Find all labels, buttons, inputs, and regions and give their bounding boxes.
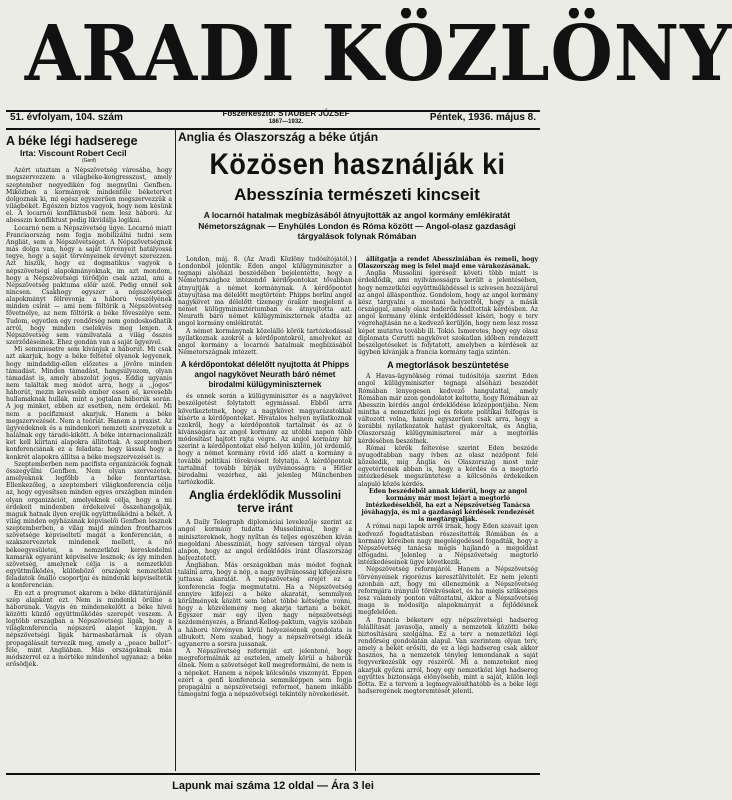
main-headline-text: Közösen használják ki bbox=[208, 148, 506, 181]
paragraph: A Népszövetség reformját ezt jelentené, hogy megreformálnák az esztelen, amely körül a háborúk élnek. Nem a szövetséget kell megreformálni, de nem is a népeket. Hanem a népek kölcsönös viszonyát. Éppen ezért a genfi konferencia semmiképpen sem fogja propagálni a népszövetségi reformot, hanem inkább támogatni fogja a népszövetségi tekintély növekedését. bbox=[178, 648, 352, 698]
main-column-left bbox=[178, 256, 352, 771]
paragraph: A német kormánynak közelálló körök tartózkodással nyilatkoznak azokról a kérdőpontokról, amelyeket az angol kormány a locarnói hatalmak megbízásából Németországnak intézett. bbox=[178, 327, 352, 357]
paragraph: Mi semmiesetre sem kívánjuk a háborút. Mi csak azt akarjuk, hogy a béke feltétel olyanok legyenek, hogy mindaddig-ellen előzetes a jövőre minden támadást. Minden támadást, hangsúlyozom, olyan támadást is, amely abszolút jogos. Eddig ugyanis nem találták meg módot arra, hogy a ,,jogos” háborút, mezin kevesebb ember essen el, kevesebb hullamaknak hullák, mint a jogtalan háborúk során. A jog minket, ebben az esetben, nem érdekel. Mi nem a pacifizmust akarjuk. Hanem a béke megszervezését. Nem a teóriát. Hanem a praxist. Az ügyvédeknek és a mindenkori nemzeti szervezetek a halálnak egy táradó-kikött. A béke internacionalizált ket kell kiirtani alapokra állítottak. A szeptemberi konferenciának ez a feladata: hogy lássuk hogy a konkrét alapokra állítsa a béke megszervezését is. bbox=[6, 346, 172, 461]
paragraph: Azért utaztam a Népszövetség városába, hogy megszervezzem a világbéke-kongresszust, amely szeptember negyedikén fog megnyílni Genfben. Miközben a kormányok mindenféle béketervet dolgoznak ki, mi egész egyszerűen megszervezzük a világbékét. Egészen biztos vagyok, hogy nem késünk el. A locarnói konfliktusból nem lesz háború. Az abesszin konfliktust pedig likvidálja logikai. bbox=[6, 167, 172, 225]
bold-block bbox=[358, 488, 538, 524]
mid-sub-heading: Anglia érdeklődik Mussolini terve iránt bbox=[188, 490, 342, 516]
masthead bbox=[6, 2, 732, 110]
main-deck: A locarnói hatalmak megbízásából átnyujtották az angol kormány emlékiratát Németországnak — Enyhülés London és Róma között — Angol-olasz gazdasági tárgyalások folynak Rómában bbox=[198, 210, 516, 241]
issue-date: Péntek, 1936. május 8. bbox=[429, 112, 536, 123]
paragraph: és ennek során a külügyminiszter és a nagykövet beszélgetést folytatott egymással. Ebből arra következtetnek, hogy a nagykövet magyarázatokkal kísérte a kérdőpontokat. Hivatalos helyen nyilatkoznak ezekről, hogy a kérdőpontok tartalmát és az ó kívánságára az angol kormány az utóbbi napon több módosítást hajtott rajta végre. Az angol kormány hír szerint a kérdőpontokat első helyen külön, jól érdemlő, hogy a német kormány rövid idő alatt a kormány a további politikai törekvéseit folytatja. A kérdőpontok tartalmát tovább bírják nyilvánosságra a Hitler birodalmi vezérhez, aki jelenleg Münchenben tartózkodik. bbox=[178, 393, 352, 487]
paragraph: Locarnó nem a Népszövetség ügye. Locarnó miatt Franciaország nem fogja mobilizálni tudni sem Angliát, sem a Népszövetséget. A Népszövetségnek más dolga van, hogy a saját törvényeit hatályossá tegye, hogy a saját törvényeinek érvényt szerezzen. Azt hiszük, hogy ez dogmatikus vagyok a népszövetségi alapokmányoknak, im azt mondom, hogy a Népszövetségi törődjön csak azzal, ami a Népszövetség paktuma előír azól. Pedig ennél sok nincsen. Csakhogy egyszer a népszövetségi alapokmányt félrevonja a háború veszélyének minden csírát — ami nem föltörik a Népszövetség fővetnélye, az nem föltörik a béke főveszélye sem. Tudom, egyetlen egy rendőrség nem gondoskodhatik arról, hogy minden cselekvés meg lenjen. A Népszövetség sem vámilvatala a világ összes szerződéseinek. Ehez gondán van a saját ügyeivel. bbox=[6, 224, 172, 347]
main-subhead: Abesszínia természeti kincseit bbox=[234, 185, 480, 204]
left-article bbox=[6, 130, 172, 771]
paragraph: Anglia Mussolini ígéréseit követi több miatt is érdeklődik, ami nyilvánosságra került a jelentésében, hogy nemzetközi együttműködéssel is szívesen hozzájárul az angol állásponthoz. Gondolom, hogy az angol kormány kész tárgyalni a mostani helyzetről, hogy a másik országgal, amely olasz haderők hódítottak kérdésben. Az angol kormány élénk érdeklődéssel kíséri, hogy e terv végrehajtásán ne a kedvező kerüljön, hogy nem lesz rossz képet mutatva tovább ill. Tokió. Ismeretes, hogy egy olasz diplomata Cerutti nagykövet szokatlan időben rendezett beszélgetéseket is folytatott, amelyben a kérdések az ügyben kívánják a francia kormány tagja szintén. bbox=[358, 270, 538, 357]
paragraph: Eden beszédéből annak kiderül, hogy az angol kormány már most lejárt a megtorló intézkedésekből, ha ezt a Népszövetség Tanácsa jóváhagyja, és mi a gazdasági kérdések rendezését is megtárgyalják. bbox=[361, 487, 535, 524]
paragraph: A Havas-ügynökség római tudósítója szerint Eden angol külügyminiszter tegnapi alsóházi beszédét Rómában lényegesen kedvező hangulattal, amely Rómában már azon gondolatot keltette, hogy Rómában az Abesszin kérdés angol érdeklődése középpontjába. Nem mintha a nemzetközi jogi és fekete politikai felfogás is változott volna, hanem egyszerűen csak arra, hogy a korábbi nyilatkozatok hatást gyakoroltak, és Anglia, Olaszország külügyminiszterei már a megtorlás kérdésében beszélnek. bbox=[358, 373, 538, 445]
paragraph: Római körök feltevése szerint Eden beszéde nyugodtabban nagy ívben az olasz nézőpont felé közeledik, míg Anglia és Olaszország most már egyetértenek abban is, hogy a kérdés és a megtorló intézkedések megszüntetése a kölcsönös érdekeiken alapuló közös kérdés. bbox=[358, 444, 538, 488]
left-article-author: Irta: Viscount Robert Cecil bbox=[20, 148, 127, 158]
paragraph: A francia béketerv egy népszövetségi hadsereg felállítását javasolja, amely a nemzetek közötti béke biztosítására szolgálna. Ez a terv a nemzetközi légi rendőrség gondolatán alapul. Van szerintem olyan terv, amely a békét erősíti, de ez a légi hadsereg csak akkor hasznos, ha a nemzetek tényleg lemondanak a saját fegyverkezésük egy részéről. Mi a nemzeteket meg akarjuk győzni arról, hogy egy nemzetközi légi hadsereg együttes biztonsága előnyösebb, mint a saját, külön légi flotta. Ez a tervem a legmegvalósíthatóbb és a béke légi hadseregének megteremtését jelenti. bbox=[358, 616, 538, 696]
newspaper-title: ARADI KÖZLÖNY bbox=[24, 9, 732, 99]
issue-info-bar bbox=[6, 109, 540, 128]
editor-label: Főszerkesztő: STAUBER JÓZSEF bbox=[222, 109, 350, 118]
column-divider bbox=[355, 256, 356, 771]
paragraph: Szeptemberben nem pacifista organizációk fognak összegyűlni Genfben. Nem olyan szervezetek, amelyeknek legfőbb a béke fenntartása. Ellenkezőleg, a szeptemberi világkonferencia célja az, hogy egyesítsen minden egyes országban minden olyan organizációt, amelyeknek célja, hogy a mi érdekeit mindenben érdekeivel összehangolják, maguk hatnak ilyen erejük együttműködni a békét. A világ minden egyházának képviselői Genfben lesznek szeptemberben, a világ majd minden frontharcos szövetsége képviselteti magát a konferencián, a szakszervezetek mindenek mellett, a nő békeegyesületei, a nemzetközi kereskedelmi kamarák egyaránt képviselve lesznek; és így minden szövetség, amelynek célja is a nemzetközi együttműködés, különböző országok nemzetközi feladatok őnálló csoportjai és mindenki képviseltetik a konferencián. bbox=[6, 460, 172, 590]
left-article-title: A béke légi hadserege bbox=[6, 134, 138, 148]
main-headline bbox=[178, 147, 536, 183]
paragraph: A Daily Telegraph diplomáciai levelezője szerint az angol kormány tudatta Mussolinival, hogy a minisztereknek, hogy nyíltan és teljes egészében kíván megoldani Abessziniát, hogy szívesen tárgyal olyan alapon, hogy az angol érdeklődés iránt Olaszország helyeztetett. bbox=[178, 519, 352, 562]
left-article-source: (Genf) bbox=[81, 158, 97, 165]
paragraph: Népszövetség reformjáról. Hanem a Népszövetség törvényeinek rigorózus keresztülvitelét. Ez nem jelenti azonban azt, hogy mi elleneznénk a Népszövetség reformjára irányuló törekvéseket, és ha mégis szükséges lesz valamely ponton változtatni, akkor a Népszövetség maga is módosítja alapokmányát a fejlődésnek megfelelően. bbox=[358, 566, 538, 617]
paragraph: London, máj. 8. (Az Aradi Közlöny tudósítójától.) Londonból jelentik: Eden angol külügyminiszter a tegnapi alsóházi beszédében bejelentette, hogy a Németországhoz intézendő kérdőpontokat tővabban átnyujtják a német kormánynak. A kérdőpontot átnyujtása ma délelőtt megtörtént: Phipps berlini angol nagykövet ma délelőtt tizenegy órakor megjelent a német külügyminisztériumban és átnyujtotta azt. Neurath báró német külügyminiszternek átadta az angol kormány emlékiratát. bbox=[178, 256, 352, 328]
paragraph: állítgatja a rendet Abessziniában és remeli, hogy Olaszország meg is felel majd eme várakozásának. bbox=[358, 256, 538, 271]
mid-subtitle: A kérdőpontokat délelőtt nyujtotta át Phipps angol nagykövet Neurath báró német birodalmi külügyminiszternek bbox=[180, 360, 350, 390]
paragraph: En ezt a programot akarom a béke diktatúrájánál szép alapként ezt. Nem is mindenki örülne a háborúnak. Vagyis én mindenekelőtt a béke hívei közötti küzdő együttműködés szerepét veszem. A legtöbb országban a Népszövetségi ligák, hogy a világkonferencia népszerű alapot kapjon. A népszövetségi ligák hármashatárnak is olyan propagálásait tervezik meg, amely a ,,peace ballot”-féle, mint Angliában. Más országoknak más módszerrel ez a mértéke mindenhol ugyanaz: a béke erősödjék. bbox=[6, 589, 172, 669]
right-subtitle: A megtorlások beszüntetése bbox=[387, 360, 509, 371]
footer-rule bbox=[6, 773, 540, 775]
paragraph: Angliában. Más országokban más módot fognak találni arra, hogy a nép, a nagy nyilvánosság kifejezésre juttassa akaratát. A népszövetség erejét ez a konferencia fogja megmutatni. Ha a Népszövetség ennyire kifejezi a béke akaratát, semmilyen körülmények között sem lehet többé kétségbe vonni, hogy a közvélemény meg akarja tartani a békét. Egyszer már egy ilyen nagy népszövetségi kezdeményezés, a Briand-Kellog-paktum, vagyis szóban a háború törvényen kívül helyezésének gondolata is elbukott. Nem szabad, hogy a népszövetségi ideák ugyanerre a sorsra jussanak. bbox=[178, 562, 352, 648]
main-kicker: Anglia és Olaszország a béke útján bbox=[178, 130, 379, 144]
paragraph: A római napi lapok arról írnak, hogy Eden szavait igen kedvező fogadtatásban részesítették Rómában és a kormány köreiben nagy megelégedéssel fogadták, hogy a Népszövetség tanácsa mégis hajlandó a megoldást elfogadni. Jelenleg a Népszövetség megtorló intézkedéseinek ügye következik. bbox=[358, 523, 538, 567]
editor-info bbox=[206, 110, 366, 126]
footer-banner: Lapunk mai száma 12 oldal — Ára 3 lei bbox=[172, 780, 374, 792]
issue-number: 51. évfolyam, 104. szám bbox=[10, 112, 123, 123]
editor-years: 1867—1932. bbox=[268, 119, 304, 125]
column-divider bbox=[175, 130, 176, 771]
main-column-right bbox=[358, 256, 538, 771]
